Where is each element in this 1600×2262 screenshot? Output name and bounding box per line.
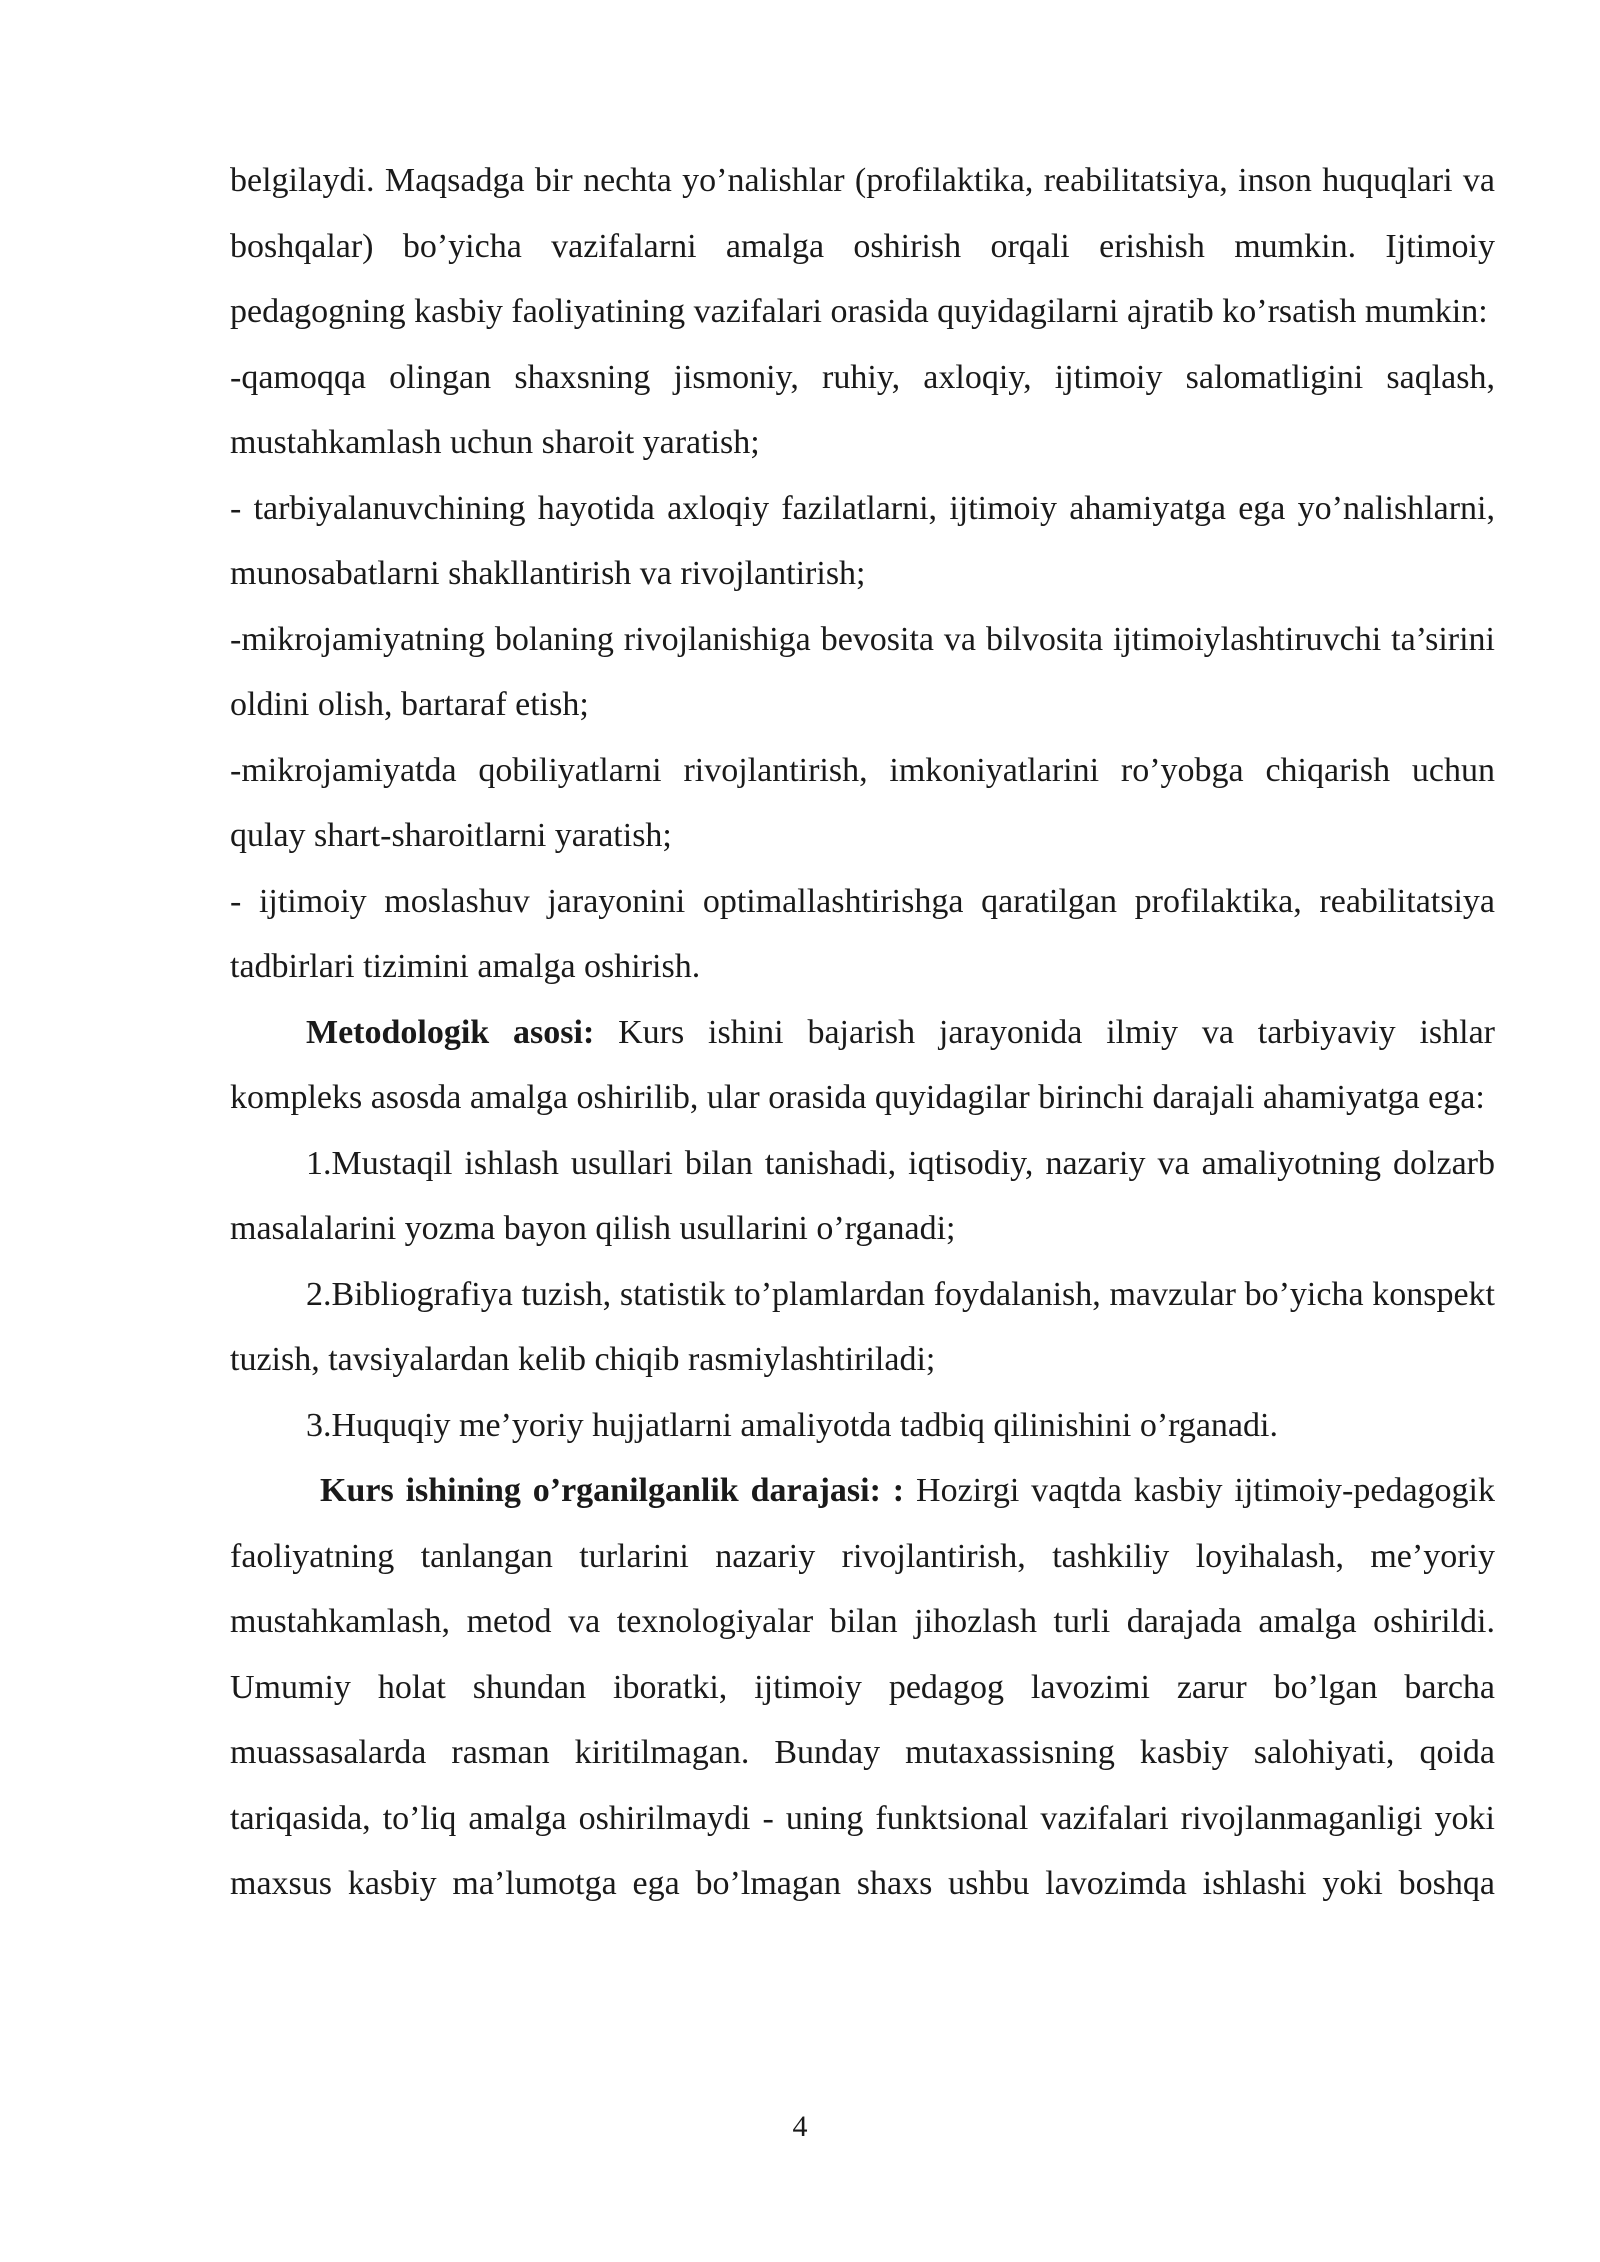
methodology-text: Kurs ishini bajarish jarayonida ilmiy va tarbiyaviy ishlar kompleks asosda amalga oshirilib, ular orasida quyidagilar birinchi darajali ahamiyatga ega:: [230, 1013, 1495, 1116]
list-item-1: -qamoqqa olingan shaxsning jismoniy, ruhiy, axloqiy, ijtimoiy salomatligini saqlash, mustahkamlash uchun sharoit yaratish;: [230, 358, 1495, 461]
paragraph-study-level: [230, 1458, 1495, 1917]
numbered-item-2: 2.Bibliografiya tuzish, statistik to’plamlardan foydalanish, mavzular bo’yicha konspekt tuzish, tavsiyalardan kelib chiqib rasmiylashtiriladi;: [230, 1275, 1495, 1378]
paragraph-methodology: [230, 1000, 1495, 1131]
study-level-text: Hozirgi vaqtda kasbiy ijtimoiy-pedagogik faoliyatning tanlangan turlarini nazariy rivojlantirish, tashkiliy loyihalash, me’yoriy mustahkamlash, metod va texnologiyalar bilan jihozlash turli darajada amalga oshirildi. Umumiy holat shundan iboratki, ijtimoiy pedagog lavozimi zarur bo’lgan barcha muassasalarda rasman kiritilmagan. Bunday mutaxassisning kasbiy salohiyati, qoida tariqasida, to’liq amalga oshirilmaydi - uning funktsional vazifalari rivojlanmaganligi yoki maxsus kasbiy ma’lumotga ega bo’lmagan shaxs ushbu lavozimda ishlashi yoki boshqa: [230, 1472, 1495, 1902]
paragraph-intro: belgilaydi. Maqsadga bir nechta yo’nalishlar (profilaktika, reabilitatsiya, inson huquqlari va boshqalar) bo’yicha vazifalarni amalga oshirish orqali erishish mumkin. Ijtimoiy pedagogning kasbiy faoliyatining vazifalari orasida quyidagilarni ajratib ko’rsatish mumkin:: [230, 162, 1495, 330]
list-item-5: - ijtimoiy moslashuv jarayonini optimallashtirishga qaratilgan profilaktika, reabilitatsiya tadbirlari tizimini amalga oshirish.: [230, 882, 1495, 985]
study-level-heading: Kurs ishining o’rganilganlik darajasi: :: [320, 1472, 905, 1509]
list-item-4: -mikrojamiyatda qobiliyatlarni rivojlantirish, imkoniyatlarini ro’yobga chiqarish uchun qulay shart-sharoitlarni yaratish;: [230, 751, 1495, 854]
numbered-item-3: 3.Huquqiy me’yoriy hujjatlarni amaliyotda tadbiq qilinishini o’rganadi.: [306, 1406, 1278, 1444]
document-body: [230, 148, 1495, 1917]
methodology-heading: Metodologik asosi:: [306, 1013, 595, 1051]
list-item-3: -mikrojamiyatning bolaning rivojlanishiga bevosita va bilvosita ijtimoiylashtiruvchi ta’sirini oldini olish, bartaraf etish;: [230, 620, 1495, 723]
list-item-2: - tarbiyalanuvchining hayotida axloqiy fazilatlarni, ijtimoiy ahamiyatga ega yo’nalishlarni, munosabatlarni shakllantirish va rivojlantirish;: [230, 489, 1495, 592]
page-number: 4: [792, 2110, 808, 2143]
numbered-item-1: 1.Mustaqil ishlash usullari bilan tanishadi, iqtisodiy, nazariy va amaliyotning dolzarb masalalarini yozma bayon qilish usullarini o’rganadi;: [230, 1144, 1495, 1247]
